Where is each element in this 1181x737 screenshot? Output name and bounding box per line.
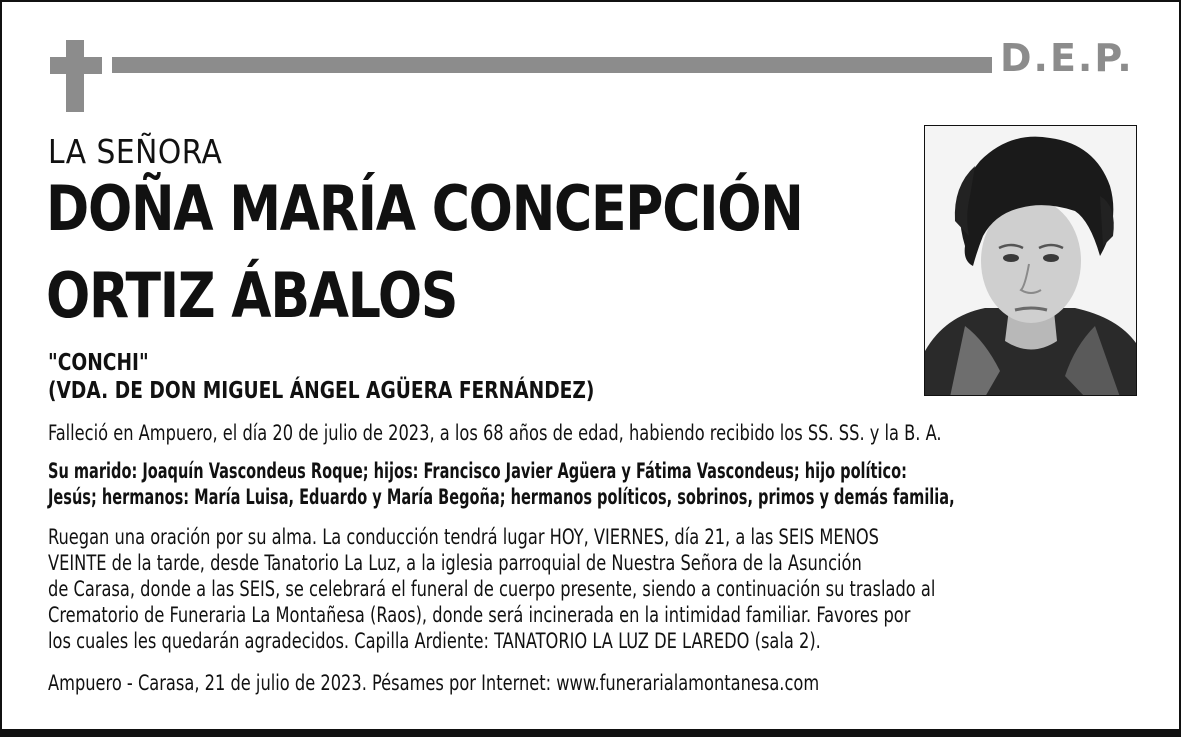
service-line: Ruegan una oración por su alma. La conducción tendrá lugar HOY, VIERNES, día 21, a las SEIS MENOS xyxy=(48,525,879,549)
name-line-1: DOÑA MARÍA CONCEPCIÓN xyxy=(46,172,803,245)
service-line: VEINTE de la tarde, desde Tanatorio La Luz, a la iglesia parroquial de Nuestra Señora de la Asunción xyxy=(48,551,862,575)
widow-of: (VDA. DE DON MIGUEL ÁNGEL AGÜERA FERNÁNDEZ) xyxy=(48,378,595,404)
header-rule xyxy=(112,57,992,73)
family-line-1: Su marido: Joaquín Vascondeus Roque; hijos: Francisco Javier Agüera y Fátima Vascondeus; hijo político: xyxy=(48,459,907,483)
service-line: de Carasa, donde a las SEIS, se celebrará el funeral de cuerpo presente, siendo a continuación su traslado al xyxy=(48,577,936,601)
honorific-title: LA SEÑORA xyxy=(48,132,223,171)
death-notice: Falleció en Ampuero, el día 20 de julio de 2023, a los 68 años de edad, habiendo recibido los SS. SS. y la B. A. xyxy=(48,421,942,445)
nickname-block xyxy=(48,349,594,405)
footer-line: Ampuero - Carasa, 21 de julio de 2023. Pésames por Internet: www.funerarialamontanesa.com xyxy=(48,671,820,695)
service-line: los cuales les quedarán agradecidos. Capilla Ardiente: TANATORIO LA LUZ DE LAREDO (sala 2). xyxy=(48,629,821,653)
family-line-2: Jesús; hermanos: María Luisa, Eduardo y María Begoña; hermanos políticos, sobrinos, primos y demás familia, xyxy=(48,485,955,509)
deceased-name xyxy=(46,172,803,353)
dep-label: D.E.P. xyxy=(1000,36,1134,80)
service-line: Crematorio de Funeraria La Montañesa (Raos), donde será incinerada en la intimidad familiar. Favores por xyxy=(48,603,911,627)
name-line-2: ORTIZ ÁBALOS xyxy=(46,259,458,332)
cross-icon xyxy=(50,40,102,112)
portrait-photo xyxy=(924,125,1137,396)
nickname: "CONCHI" xyxy=(48,350,149,376)
